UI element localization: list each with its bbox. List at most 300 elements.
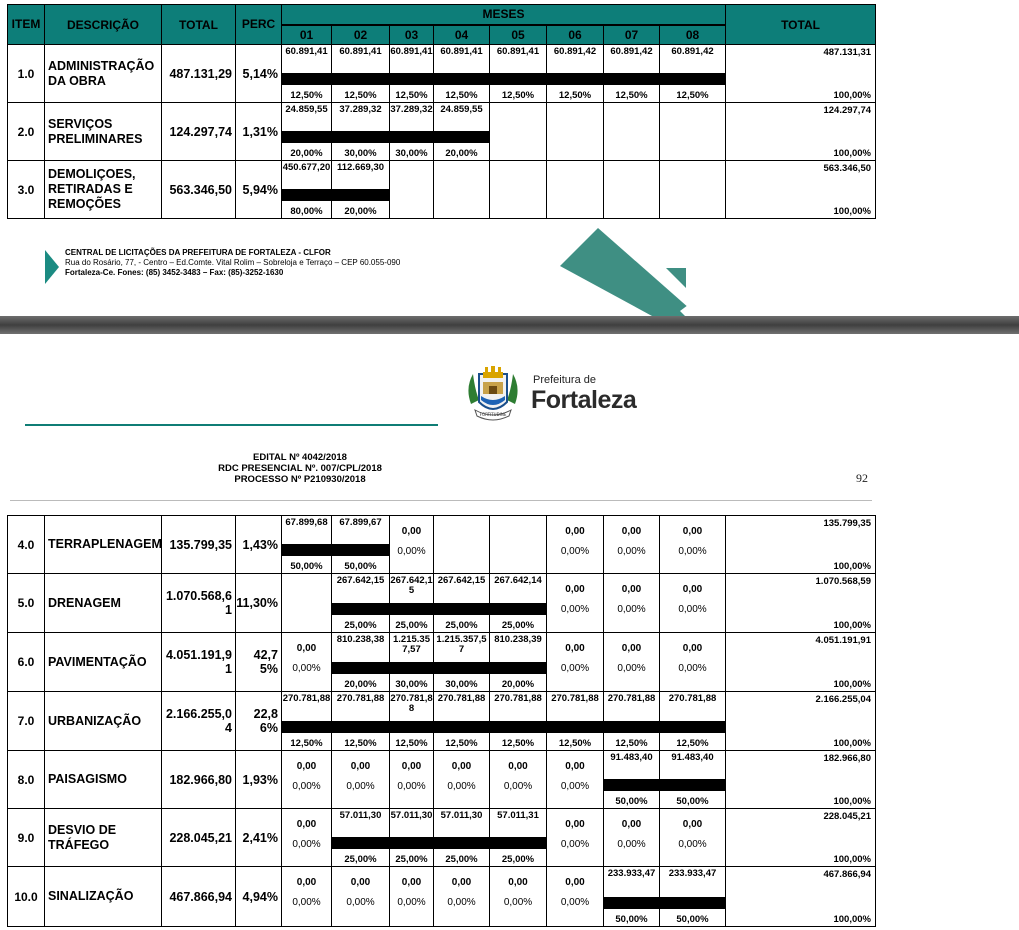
table-row: [8, 867, 876, 927]
month-cell: [434, 692, 490, 751]
month-cell: [490, 867, 547, 927]
gantt-bar: [489, 603, 547, 615]
gantt-bar: [281, 189, 332, 201]
month-cell: [604, 809, 660, 867]
month-percent: 80,00%: [290, 206, 323, 217]
gantt-bar: [433, 131, 490, 143]
month-percent: 12,50%: [445, 90, 478, 101]
month-zero: [604, 633, 659, 674]
month-value: 37.289,32: [390, 104, 433, 115]
month-value: 112.669,30: [336, 162, 385, 173]
item-number: 8.0: [8, 751, 45, 809]
header-month-03: 03: [390, 25, 434, 45]
month-value: 810.238,39: [494, 634, 542, 645]
month-cell: [390, 161, 434, 219]
month-value: 57.011,30: [390, 810, 433, 821]
item-description: TERRAPLENAGEM: [45, 516, 162, 574]
gantt-bar: [659, 779, 726, 791]
month-zero: [490, 867, 546, 908]
month-value: 67.899,67: [339, 517, 382, 528]
month-value: 270.781,88: [607, 693, 656, 704]
month-cell: [490, 103, 547, 161]
month-percent: 0,00%: [678, 663, 707, 674]
row-total-value: 4.051.191,91: [815, 635, 871, 646]
month-percent: 0,00%: [447, 897, 476, 908]
row-total-percent: 100,00%: [833, 620, 871, 631]
month-zero: [390, 867, 433, 908]
month-value: 60.891,42: [610, 46, 653, 57]
month-cell: [547, 867, 604, 927]
month-value: 60.891,41: [496, 46, 540, 57]
month-percent: 0,00%: [292, 897, 321, 908]
month-cell: [660, 751, 726, 809]
footer-line-1: CENTRAL DE LICITAÇÕES DA PREFEITURA DE FORTALEZA - CLFOR: [65, 248, 331, 257]
month-cell: [282, 103, 332, 161]
month-percent: 25,00%: [445, 620, 478, 631]
month-cell: [604, 161, 660, 219]
table-row: [8, 161, 876, 219]
header-month-04: 04: [434, 25, 490, 45]
month-percent: 0,00%: [397, 781, 426, 792]
month-zero: [547, 809, 603, 850]
month-value: 0,00: [621, 584, 642, 595]
table-row: [8, 809, 876, 867]
gantt-bar: [331, 189, 390, 201]
month-percent: 0,00%: [617, 839, 646, 850]
month-cell: [390, 103, 434, 161]
footer-line-2: Rua do Rosário, 77, - Centro – Ed.Comte. Vital Rolim – Sobreloja e Terraço – CEP 60.055-090: [65, 258, 401, 267]
month-percent: 0,00%: [503, 897, 533, 908]
header-month-08: 08: [660, 25, 726, 45]
month-cell: [547, 161, 604, 219]
gantt-bar: [546, 73, 604, 85]
month-cell: [282, 45, 332, 103]
month-zero: [547, 633, 603, 674]
month-value: 0,00: [621, 643, 642, 654]
gantt-bar: [281, 721, 332, 733]
gantt-bar: [331, 131, 390, 143]
month-cell: [434, 45, 490, 103]
gantt-bar: [489, 837, 547, 849]
month-value: 0,00: [682, 584, 703, 595]
row-total-value: 124.297,74: [823, 105, 872, 116]
month-cell: [332, 809, 390, 867]
month-cell: [332, 692, 390, 751]
month-value: 60.891,41: [390, 46, 433, 57]
item-percent: 42,75%: [236, 633, 282, 692]
month-cell: [434, 633, 490, 692]
month-percent: 12,50%: [344, 90, 377, 101]
month-percent: 0,00%: [560, 781, 590, 792]
row-total-value: 467.866,94: [823, 869, 871, 880]
month-cell: [434, 867, 490, 927]
gantt-bar: [331, 603, 390, 615]
gantt-bar: [331, 544, 390, 556]
item-description: PAVIMENTAÇÃO: [45, 633, 162, 692]
month-zero: [434, 751, 489, 792]
month-cell: [490, 161, 547, 219]
month-value: 37.289,32: [339, 104, 382, 115]
table-row: [8, 516, 876, 574]
month-zero: [282, 867, 331, 908]
gantt-bar: [433, 721, 490, 733]
gantt-bar: [659, 73, 726, 85]
gantt-bar: [389, 603, 434, 615]
edital-line-3: PROCESSO Nº P210930/2018: [234, 474, 366, 485]
month-percent: 12,50%: [395, 90, 428, 101]
month-percent: 12,50%: [558, 90, 592, 101]
month-value: 267.642,15: [336, 575, 385, 586]
logo-small-text: Prefeitura de: [533, 374, 596, 386]
month-value: 270.781,88: [282, 693, 331, 704]
month-value: 270.781,88: [437, 693, 486, 704]
month-value: 1.215.357,57: [436, 634, 487, 655]
month-zero: [390, 516, 433, 557]
gantt-bar: [281, 131, 332, 143]
page-rule: [10, 500, 872, 501]
month-value: 0,00: [296, 643, 317, 654]
month-cell: [490, 751, 547, 809]
month-cell: [547, 809, 604, 867]
header-meses: MESES: [282, 5, 726, 25]
row-total-value: 228.045,21: [823, 811, 871, 822]
month-percent: 50,00%: [615, 914, 648, 925]
row-total-cell: [726, 45, 876, 103]
page-separator: [0, 316, 1019, 334]
row-total-cell: [726, 692, 876, 751]
month-percent: 0,00%: [560, 839, 590, 850]
gantt-bar: [603, 897, 660, 909]
month-value: 0,00: [350, 761, 371, 772]
item-description: DRENAGEM: [45, 574, 162, 633]
item-percent: 1,93%: [236, 751, 282, 809]
footer-line-3: Fortaleza-Ce. Fones: (85) 3452-3483 – Fax: (85)-3252-1630: [65, 268, 284, 277]
gantt-bar: [389, 721, 434, 733]
month-zero: [332, 867, 389, 908]
gantt-bar: [489, 721, 547, 733]
month-value: 0,00: [350, 877, 371, 888]
month-value: 57.011,30: [339, 810, 382, 821]
month-cell: [390, 633, 434, 692]
month-cell: [282, 867, 332, 927]
month-cell: [660, 45, 726, 103]
month-cell: [660, 516, 726, 574]
month-zero: [547, 751, 603, 792]
month-percent: 0,00%: [560, 546, 590, 557]
item-number: 10.0: [8, 867, 45, 927]
month-percent: 0,00%: [447, 781, 476, 792]
row-total-percent: 100,00%: [833, 796, 871, 807]
month-cell: [490, 516, 547, 574]
month-cell: [490, 809, 547, 867]
month-value: 0,00: [682, 819, 703, 830]
month-value: 0,00: [296, 819, 317, 830]
month-value: 0,00: [621, 819, 642, 830]
month-percent: 0,00%: [617, 546, 646, 557]
month-cell: [390, 692, 434, 751]
month-percent: 20,00%: [445, 148, 478, 159]
month-cell: [390, 574, 434, 633]
month-value: 57.011,30: [440, 810, 483, 821]
month-percent: 25,00%: [445, 854, 478, 865]
month-cell: [282, 751, 332, 809]
row-total-cell: [726, 751, 876, 809]
month-value: 0,00: [565, 526, 585, 537]
month-cell: [660, 103, 726, 161]
month-cell: [390, 809, 434, 867]
item-total: 182.966,80: [162, 751, 236, 809]
table-row: [8, 574, 876, 633]
month-cell: [547, 574, 604, 633]
row-total-value: 487.131,31: [823, 47, 872, 58]
month-percent: 0,00%: [560, 604, 590, 615]
edital-heading: [200, 452, 400, 485]
month-value: 67.899,68: [285, 517, 328, 528]
item-number: 2.0: [8, 103, 45, 161]
month-value: 91.483,40: [671, 752, 714, 763]
month-percent: 25,00%: [501, 620, 535, 631]
item-number: 1.0: [8, 45, 45, 103]
month-zero: [660, 809, 725, 850]
month-value: 0,00: [451, 761, 472, 772]
header-item: ITEM: [8, 5, 45, 45]
month-percent: 0,00%: [397, 897, 426, 908]
month-zero: [547, 516, 603, 557]
month-percent: 12,50%: [501, 738, 535, 749]
page-top: [0, 0, 1019, 316]
month-percent: 30,00%: [395, 148, 428, 159]
month-percent: 30,00%: [445, 679, 478, 690]
header-month-06: 06: [547, 25, 604, 45]
month-cell: [604, 516, 660, 574]
month-percent: 12,50%: [558, 738, 592, 749]
item-number: 7.0: [8, 692, 45, 751]
gantt-bar: [659, 897, 726, 909]
row-total-percent: 100,00%: [833, 561, 871, 572]
table-row: [8, 45, 876, 103]
row-total-percent: 100,00%: [833, 738, 871, 749]
row-total-value: 2.166.255,04: [815, 694, 871, 705]
month-percent: 0,00%: [678, 604, 707, 615]
month-cell: [490, 574, 547, 633]
month-percent: 0,00%: [292, 663, 321, 674]
month-cell: [282, 633, 332, 692]
month-zero: [660, 516, 725, 557]
header-descricao: DESCRIÇÃO: [45, 5, 162, 45]
month-cell: [604, 867, 660, 927]
gantt-bar: [389, 73, 434, 85]
item-total: 135.799,35: [162, 516, 236, 574]
row-total-percent: 100,00%: [833, 679, 871, 690]
month-percent: 30,00%: [344, 148, 377, 159]
item-percent: 5,94%: [236, 161, 282, 219]
month-percent: 0,00%: [560, 663, 590, 674]
gantt-bar: [389, 131, 434, 143]
month-cell: [282, 161, 332, 219]
month-value: 57.011,31: [497, 810, 539, 821]
month-percent: 25,00%: [344, 620, 377, 631]
item-percent: 4,94%: [236, 867, 282, 927]
month-value: 233.933,47: [607, 868, 656, 879]
month-value: 0,00: [682, 643, 703, 654]
item-total: 228.045,21: [162, 809, 236, 867]
month-percent: 0,00%: [560, 897, 590, 908]
month-cell: [660, 633, 726, 692]
month-cell: [434, 516, 490, 574]
month-percent: 50,00%: [344, 561, 377, 572]
row-total-cell: [726, 809, 876, 867]
item-total: 487.131,29: [162, 45, 236, 103]
month-percent: 0,00%: [292, 781, 321, 792]
decorative-diamond-shape: [540, 226, 700, 316]
row-total-cell: [726, 516, 876, 574]
month-value: 91.483,40: [610, 752, 653, 763]
month-cell: [434, 574, 490, 633]
month-percent: 20,00%: [501, 679, 535, 690]
item-percent: 1,31%: [236, 103, 282, 161]
month-percent: 0,00%: [346, 897, 375, 908]
month-value: 0,00: [565, 819, 585, 830]
month-cell: [282, 692, 332, 751]
item-description: ADMINISTRAÇÃO DA OBRA: [45, 45, 162, 103]
month-cell: [332, 161, 390, 219]
month-percent: 25,00%: [395, 620, 428, 631]
month-zero: [604, 516, 659, 557]
month-cell: [390, 867, 434, 927]
month-cell: [434, 161, 490, 219]
month-percent: 25,00%: [501, 854, 535, 865]
month-cell: [547, 633, 604, 692]
item-description: PAISAGISMO: [45, 751, 162, 809]
row-total-percent: 100,00%: [833, 914, 871, 925]
row-total-cell: [726, 633, 876, 692]
month-value: 270.781,88: [336, 693, 385, 704]
header-month-07: 07: [604, 25, 660, 45]
month-percent: 0,00%: [397, 546, 426, 557]
month-zero: [282, 633, 331, 674]
item-number: 9.0: [8, 809, 45, 867]
gantt-bar: [659, 721, 726, 733]
month-value: 1.215.357,57: [393, 634, 430, 655]
gantt-bar: [433, 603, 490, 615]
month-percent: 0,00%: [503, 781, 533, 792]
item-number: 3.0: [8, 161, 45, 219]
month-cell: [547, 751, 604, 809]
item-percent: 1,43%: [236, 516, 282, 574]
gantt-bar: [281, 544, 332, 556]
month-value: 267.642,14: [494, 575, 542, 586]
header-perc: PERC: [236, 5, 282, 45]
month-percent: 0,00%: [678, 839, 707, 850]
month-percent: 50,00%: [676, 796, 709, 807]
arrow-icon: [45, 250, 59, 284]
month-value: 60.891,42: [553, 46, 597, 57]
month-zero: [390, 751, 433, 792]
gantt-bar: [389, 837, 434, 849]
month-percent: 30,00%: [395, 679, 428, 690]
item-description: SERVIÇOS PRELIMINARES: [45, 103, 162, 161]
month-value: 0,00: [401, 877, 422, 888]
month-percent: 0,00%: [617, 604, 646, 615]
month-percent: 12,50%: [615, 90, 648, 101]
row-total-cell: [726, 574, 876, 633]
item-percent: 5,14%: [236, 45, 282, 103]
month-zero: [282, 809, 331, 850]
month-percent: 50,00%: [615, 796, 648, 807]
gantt-bar: [389, 662, 434, 674]
month-cell: [490, 692, 547, 751]
logo-big-text: Fortaleza: [531, 386, 637, 414]
month-value: 60.891,41: [285, 46, 328, 57]
month-cell: [332, 103, 390, 161]
item-description: SINALIZAÇÃO: [45, 867, 162, 927]
month-zero: [547, 867, 603, 908]
month-cell: [390, 45, 434, 103]
month-cell: [490, 633, 547, 692]
month-value: 0,00: [565, 643, 585, 654]
month-cell: [282, 809, 332, 867]
month-percent: 12,50%: [676, 738, 709, 749]
month-cell: [434, 751, 490, 809]
gantt-bar: [331, 73, 390, 85]
month-value: 0,00: [565, 877, 585, 888]
month-cell: [390, 516, 434, 574]
month-zero: [547, 574, 603, 615]
month-percent: 0,00%: [617, 663, 646, 674]
gantt-bar: [489, 73, 547, 85]
month-value: 0,00: [565, 761, 585, 772]
month-value: 0,00: [682, 526, 703, 537]
gantt-bar: [433, 662, 490, 674]
month-value: 270.781,88: [390, 693, 433, 714]
month-value: 810.238,38: [336, 634, 385, 645]
schedule-table-top: [7, 4, 876, 219]
month-zero: [282, 751, 331, 792]
header-divider-line: [25, 424, 438, 426]
gantt-bar: [489, 662, 547, 674]
month-value: 0,00: [296, 761, 317, 772]
month-cell: [332, 516, 390, 574]
month-cell: [282, 574, 332, 633]
month-cell: [604, 633, 660, 692]
item-number: 4.0: [8, 516, 45, 574]
month-value: 270.781,88: [551, 693, 599, 704]
month-zero: [332, 751, 389, 792]
month-cell: [547, 103, 604, 161]
month-zero: [434, 867, 489, 908]
month-cell: [604, 751, 660, 809]
month-percent: 12,50%: [395, 738, 428, 749]
month-value: 0,00: [401, 526, 422, 537]
month-cell: [604, 692, 660, 751]
month-percent: 25,00%: [395, 854, 428, 865]
month-zero: [660, 633, 725, 674]
month-percent: 12,50%: [615, 738, 648, 749]
gantt-bar: [331, 837, 390, 849]
header-total: TOTAL: [162, 5, 236, 45]
month-cell: [332, 633, 390, 692]
month-percent: 12,50%: [290, 738, 323, 749]
month-value: 233.933,47: [668, 868, 717, 879]
gantt-bar: [546, 721, 604, 733]
row-total-percent: 100,00%: [833, 206, 872, 217]
month-cell: [660, 574, 726, 633]
month-cell: [332, 751, 390, 809]
month-cell: [547, 516, 604, 574]
gantt-bar: [603, 779, 660, 791]
month-cell: [547, 692, 604, 751]
item-description: DEMOLIÇOES, RETIRADAS E REMOÇÕES: [45, 161, 162, 219]
